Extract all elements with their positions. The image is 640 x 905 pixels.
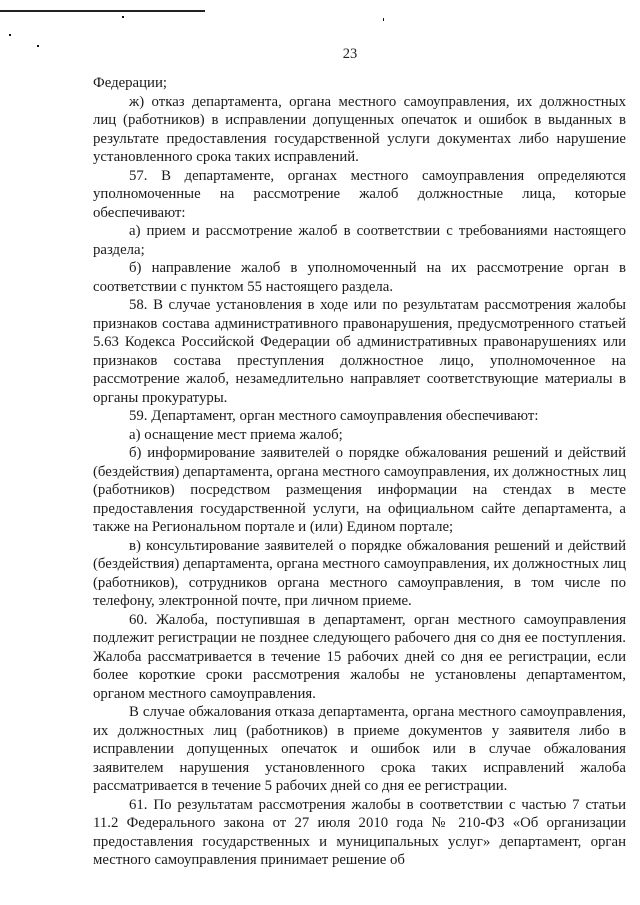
scan-speck (383, 18, 384, 21)
paragraph-57: 57. В департаменте, органах местного самоуправления определяются уполномоченные на рассмотрение жалоб должностные лица, которые обеспечивают: (93, 167, 626, 221)
scan-speck (9, 34, 11, 36)
paragraph-item-zh: ж) отказ департамента, органа местного самоуправления, их должностных лиц (работников) в исправлении допущенных опечаток и ошибок в выданных в результате предоставления государственной услуги документах либо нарушение установленного срока таких исправлений. (93, 93, 626, 165)
scan-speck (122, 16, 124, 18)
paragraph-59-b: б) информирование заявителей о порядке обжалования решений и действий (бездействия) департамента, органа местного самоуправления, их должностных лиц (работников) посредством размещения информации на стендах в месте предоставления государственной услуги, на официальном сайте департамента, а также на Региональном портале и (или) Едином портале; (93, 445, 626, 535)
paragraph-58: 58. В случае установления в ходе или по результатам рассмотрения жалобы признаков состава административного правонарушения, предусмотренного статьей 5.63 Кодекса Российской Федерации об административных правонарушениях или признаков состава преступления должностное лицо, уполномоченное на рассмотрение жалоб, незамедлительно направляет соответствующие материалы в органы прокуратуры. (93, 297, 626, 406)
paragraph-57-b: б) направление жалоб в уполномоченный на их рассмотрение орган в соответствии с пунктом 55 настоящего раздела. (93, 260, 626, 295)
page-number: 23 (342, 46, 358, 62)
paragraph-57-a: а) прием и рассмотрение жалоб в соответствии с требованиями настоящего раздела; (93, 223, 626, 258)
paragraph-59-v: в) консультирование заявителей о порядке обжалования решений и действий (бездействия) департамента, органа местного самоуправления, их должностных лиц (работников), сотрудников органа местного самоуправления, в том числе по телефону, электронной почте, при личном приеме. (93, 537, 626, 609)
paragraph-60: 60. Жалоба, поступившая в департамент, орган местного самоуправления подлежит регистрации не позднее следующего рабочего дня со дня ее поступления. Жалоба рассматривается в течение 15 рабочих дней со дня ее регистрации, если более короткие сроки рассмотрения жалобы не установлены департаментом, органом местного самоуправления. (93, 611, 626, 702)
document-body (93, 74, 626, 870)
paragraph-continuation: Федерации; (93, 75, 167, 91)
paragraph-59-a: а) оснащение мест приема жалоб; (129, 426, 343, 443)
paragraph-59: 59. Департамент, орган местного самоуправления обеспечивают: (129, 408, 539, 424)
scan-edge-line (0, 10, 205, 12)
paragraph-61: 61. По результатам рассмотрения жалобы в соответствии с частью 7 статьи 11.2 Федерального закона от 27 июля 2010 года № 210-ФЗ «Об организации предоставления государственных и муниципальных услуг» департамент, орган местного самоуправления принимает решение об (93, 796, 626, 868)
paragraph-60-appeal: В случае обжалования отказа департамента, органа местного самоуправления, их должностных лиц (работников) в приеме документов у заявителя либо в исправлении допущенных опечаток и ошибок или в случае обжалования заявителем нарушения установленного срока таких исправлений жалоба рассматривается в течение 5 рабочих дней со дня ее регистрации. (93, 704, 626, 794)
